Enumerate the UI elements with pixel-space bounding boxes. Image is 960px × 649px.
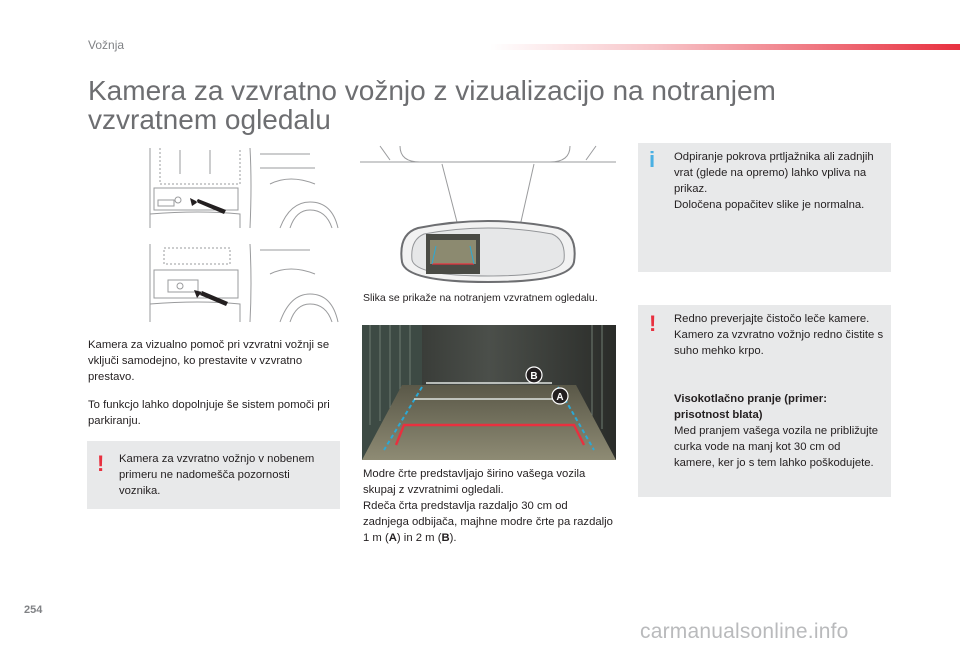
exclamation-icon: ! xyxy=(649,311,657,336)
vehicle-rear-illustration xyxy=(140,144,340,326)
watermark: carmanualsonline.info xyxy=(640,620,849,643)
warning-box-cleaning xyxy=(638,305,891,497)
high-pressure-text: Med pranjem vašega vozila ne približujte curka vode na manj kot 30 cm od kamere, ker jo s tem lahko poškodujete. xyxy=(674,425,879,469)
high-pressure-heading: Visokotlačno pranje (primer: prisotnost blata) xyxy=(674,393,827,421)
rearview-mirror-illustration xyxy=(360,144,616,284)
page-title: Kamera za vzvratno vožnjo z vizualizacijo na notranjem vzvratnem ogledalu xyxy=(88,75,776,135)
info-tailgate-text: Odpiranje pokrova prtljažnika ali zadnjih vrat (glede na opremo) lahko vpliva na prikaz. Določena popačitev slike je normalna. xyxy=(674,151,874,211)
label-b-text: B xyxy=(530,371,538,382)
intro-paragraph: Kamera za vizualno pomoč pri vzvratni vožnji se vključi samodejno, ko prestavite v vzvratno prestavo. xyxy=(88,339,330,383)
camera-view-image xyxy=(362,325,616,460)
mirror-caption: Slika se prikaže na notranjem vzvratnem ogledalu. xyxy=(363,292,598,304)
section-header: Vožnja xyxy=(88,38,125,52)
warning-box-attention xyxy=(87,441,340,509)
warning-attention-text: Kamera za vzvratno vožnjo v nobenem primeru ne nadomešča pozornosti voznika. xyxy=(119,453,315,497)
info-icon: i xyxy=(649,147,656,172)
page-number: 254 xyxy=(24,604,43,616)
exclamation-icon: ! xyxy=(97,451,105,476)
info-box-tailgate xyxy=(638,143,891,272)
header-accent-bar xyxy=(490,44,960,50)
guide-lines-description: Modre črte predstavljajo širino vašega vozila skupaj z vzvratnimi ogledali. Rdeča črta predstavlja razdaljo 30 cm od zadnjega odbijača, majhne modre črte pa razdaljo 1 m (A) in 2 m (B). xyxy=(363,468,613,544)
warning-cleaning-text: Redno preverjajte čistočo leče kamere. Kamero za vzvratno vožnjo redno čistite s suho mehko krpo. xyxy=(674,313,884,357)
label-a-text: A xyxy=(556,392,564,403)
parking-assist-paragraph: To funkcjo lahko dopolnjuje še sistem pomoči pri parkiranju. xyxy=(88,399,330,427)
